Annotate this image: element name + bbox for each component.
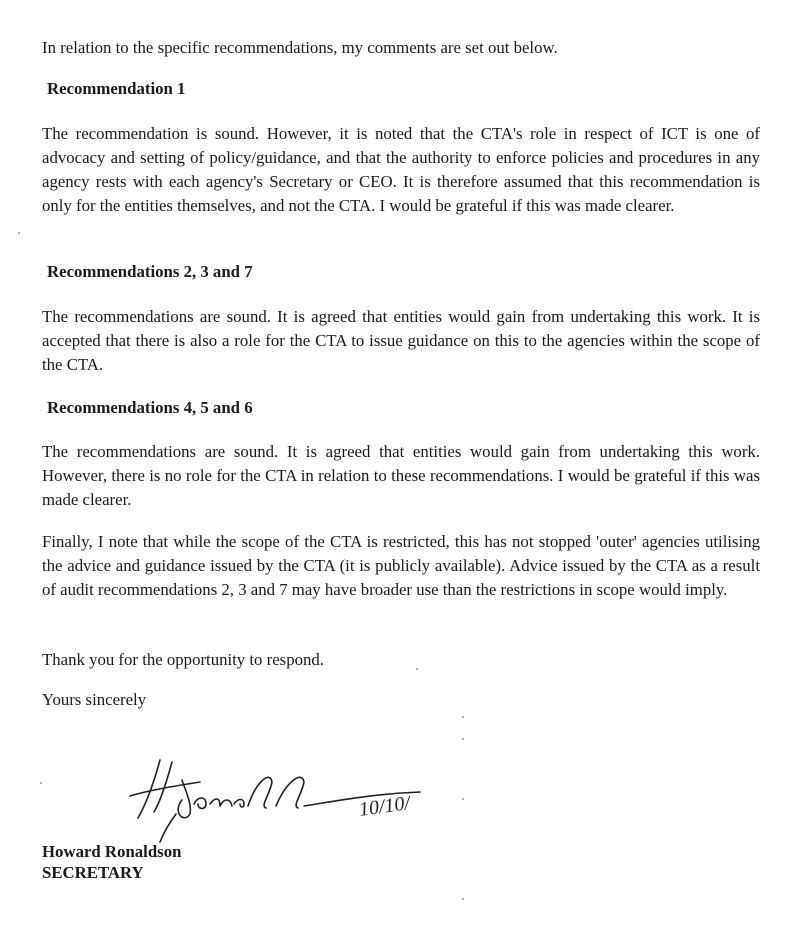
recommendations-2-3-7-paragraph: The recommendations are sound. It is agreed that entities would gain from undertaking this work. It is accepted that there is also a role for the CTA to issue guidance on this to the agencies within the scope of the CTA. bbox=[42, 307, 760, 374]
scan-speck bbox=[462, 798, 464, 800]
handwritten-date: 10/10/ bbox=[357, 792, 412, 821]
signatory-title: SECRETARY bbox=[42, 863, 144, 882]
closing-remarks-paragraph: Finally, I note that while the scope of the CTA is restricted, this has not stopped 'outer' agencies utilising the advice and guidance issued by the CTA (it is publicly available). Advice issued by the CTA as a result of audit recommendations 2, 3 and 7 may have broader use than the restrictions in scope would imply. bbox=[42, 532, 760, 599]
valediction: Yours sincerely bbox=[42, 690, 147, 709]
scan-speck bbox=[462, 716, 464, 718]
handwritten-signature bbox=[120, 752, 450, 852]
scan-speck bbox=[416, 668, 418, 670]
intro-paragraph: In relation to the specific recommendations, my comments are set out below. bbox=[42, 38, 558, 57]
recommendations-4-5-6-paragraph: The recommendations are sound. It is agreed that entities would gain from undertaking this work. However, there is no role for the CTA in relation to these recommendations. I would be grateful if this was made clearer. bbox=[42, 442, 760, 509]
recommendation-1-paragraph: The recommendation is sound. However, it is noted that the CTA's role in respect of ICT is one of advocacy and setting of policy/guidance, and that the authority to enforce policies and procedures in any agency rests with each agency's Secretary or CEO. It is therefore assumed that this recommendation is only for the entities themselves, and not the CTA. I would be grateful if this was made clearer. bbox=[42, 124, 760, 215]
thanks-line: Thank you for the opportunity to respond. bbox=[42, 650, 324, 669]
recommendations-4-5-6-heading: Recommendations 4, 5 and 6 bbox=[47, 398, 253, 417]
scan-speck bbox=[40, 782, 42, 784]
recommendations-2-3-7-heading: Recommendations 2, 3 and 7 bbox=[47, 262, 253, 281]
scan-speck bbox=[18, 232, 20, 234]
signatory-name: Howard Ronaldson bbox=[42, 842, 182, 861]
recommendation-1-heading: Recommendation 1 bbox=[47, 79, 186, 98]
scan-speck bbox=[462, 738, 464, 740]
scan-speck bbox=[462, 898, 464, 900]
